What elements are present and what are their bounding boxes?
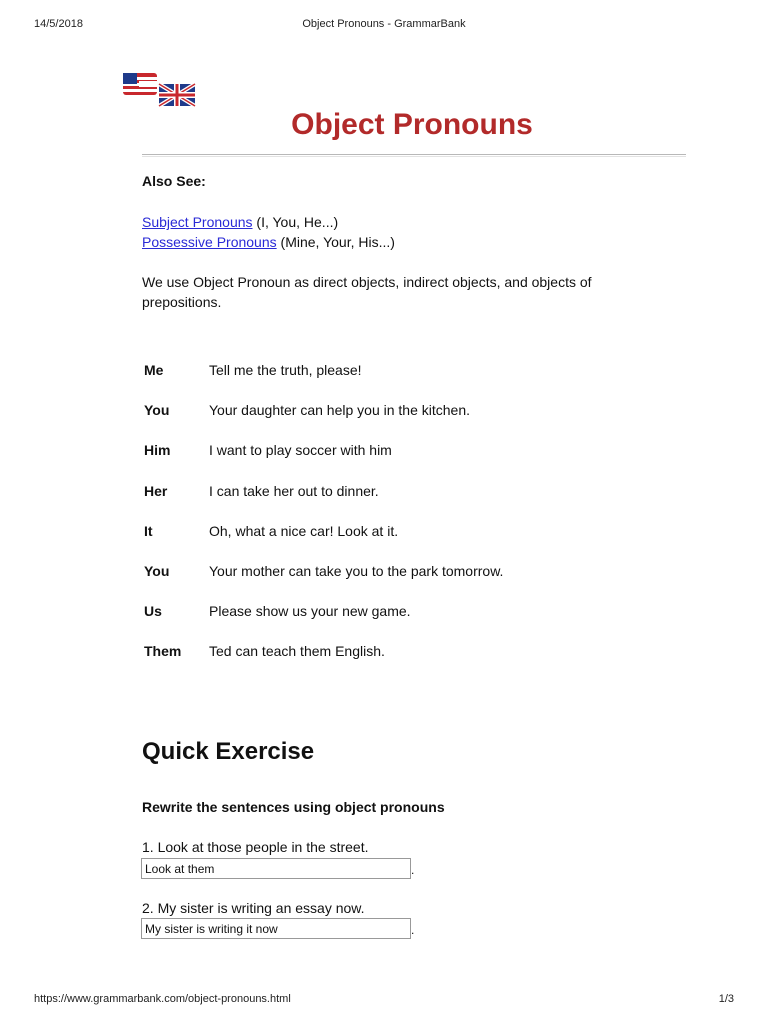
also-see-item [142, 232, 395, 252]
example-cell: I can take her out to dinner. [209, 482, 379, 499]
example-cell: Oh, what a nice car! Look at it. [209, 522, 399, 539]
pronoun-row [144, 521, 664, 561]
answer-period-1: . [411, 863, 415, 877]
title-divider [142, 154, 686, 157]
subject-pronouns-note: (I, You, He...) [252, 214, 339, 230]
pronoun-cell: Me [144, 362, 164, 378]
example-cell: Your daughter can help you in the kitchen. [209, 402, 471, 419]
pronoun-row [144, 561, 664, 601]
print-date: 14/5/2018 [34, 18, 83, 30]
subject-pronouns-link[interactable]: Subject Pronouns [142, 214, 253, 230]
logo-b-letter [159, 84, 195, 106]
grammarbank-logo[interactable] [121, 70, 197, 108]
pronoun-cell: Them [144, 643, 182, 660]
pronoun-cell: It [144, 522, 153, 539]
pronoun-cell: Her [144, 482, 168, 499]
logo-g-letter [123, 71, 157, 98]
answer-period-2: . [411, 923, 415, 937]
print-page-number: 1/3 [718, 993, 734, 1005]
intro-paragraph: We use Object Pronoun as direct objects, indirect objects, and objects of prepositions. [142, 274, 592, 310]
exercise-question-2: 2. My sister is writing an essay now. [142, 900, 365, 916]
pronoun-row [144, 481, 664, 521]
exercise-title: Quick Exercise [142, 738, 315, 765]
pronoun-row [144, 641, 664, 681]
page-title: Object Pronouns [291, 108, 533, 141]
also-see-item [142, 212, 395, 232]
pronoun-cell: You [144, 562, 170, 579]
also-see-heading: Also See: [142, 173, 206, 189]
print-url: https://www.grammarbank.com/object-pronouns.html [34, 993, 291, 1005]
pronoun-row [144, 601, 664, 641]
answer-input-1[interactable]: Look at them [141, 858, 411, 879]
pronoun-row [144, 440, 664, 480]
pronoun-table [144, 360, 664, 682]
pronoun-cell: You [144, 402, 170, 419]
print-title: Object Pronouns - GrammarBank [302, 18, 466, 30]
exercise-question-1: 1. Look at those people in the street. [142, 839, 369, 855]
example-cell: Please show us your new game. [209, 603, 411, 620]
answer-input-2[interactable]: My sister is writing it now [141, 918, 411, 939]
example-cell: I want to play soccer with him [209, 442, 392, 459]
pronoun-row [144, 360, 664, 400]
example-cell: Ted can teach them English. [209, 643, 385, 660]
also-see-links [142, 212, 395, 252]
possessive-pronouns-note: (Mine, Your, His...) [276, 234, 395, 250]
pronoun-row [144, 400, 664, 440]
pronoun-cell: Us [144, 603, 162, 620]
possessive-pronouns-link[interactable]: Possessive Pronouns [142, 234, 277, 250]
pronoun-cell: Him [144, 442, 171, 459]
example-cell: Tell me the truth, please! [209, 362, 362, 378]
exercise-instructions: Rewrite the sentences using object pronouns [142, 799, 445, 815]
example-cell: Your mother can take you to the park tomorrow. [209, 562, 504, 579]
